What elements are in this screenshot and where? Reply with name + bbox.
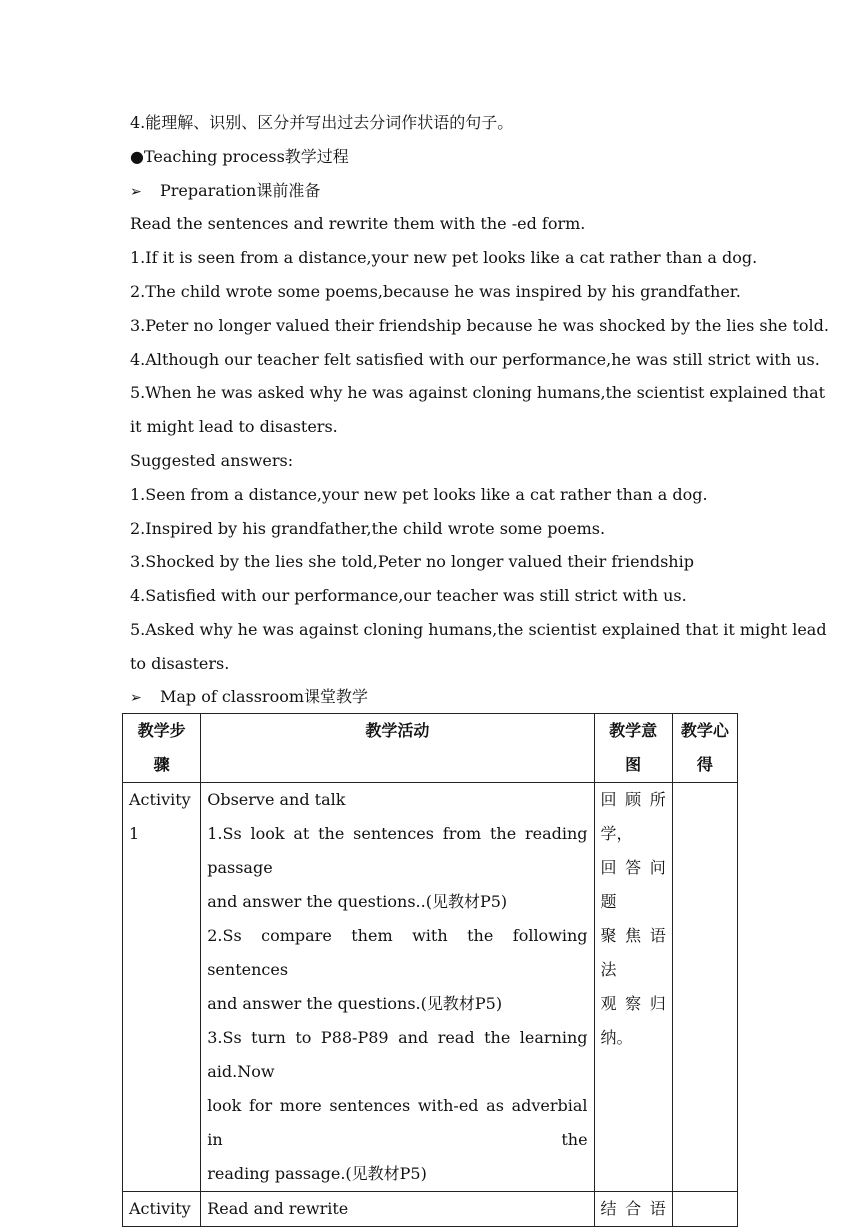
suggested-answers-label: Suggested answers: (130, 451, 294, 470)
table-header-row (123, 714, 738, 783)
classroom-map-table (122, 713, 738, 1227)
sentence-4: 4.Although our teacher felt satisfied with our performance,he was still strict with us. (130, 350, 820, 369)
sentence-5: 5.When he was asked why he was against cloning humans,the scientist explained that (130, 383, 826, 402)
row2-step: Activity (123, 1192, 201, 1227)
sentence-3: 3.Peter no longer valued their friendship because he was shocked by the lies she told. (130, 316, 829, 335)
answer-3: 3.Shocked by the lies she told,Peter no longer valued their friendship (130, 552, 694, 571)
header-reflection: 教学心 得 (672, 714, 737, 783)
header-activity: 教学活动 (201, 714, 594, 783)
sentence-1: 1.If it is seen from a distance,your new pet looks like a cat rather than a dog. (130, 248, 758, 267)
row1-step: Activity 1 (123, 783, 201, 1192)
answer-1: 1.Seen from a distance,your new pet looks like a cat rather than a dog. (130, 485, 708, 504)
row2-activity: Read and rewrite (201, 1192, 594, 1227)
answer-2: 2.Inspired by his grandfather,the child wrote some poems. (130, 519, 606, 538)
answer-5-continued: to disasters. (130, 654, 230, 673)
table-row (123, 1192, 738, 1227)
preparation-heading (130, 180, 320, 203)
header-purpose: 教学意 图 (594, 714, 672, 783)
classroom-heading-text: Map of classroom课堂教学 (160, 687, 369, 706)
answer-5: 5.Asked why he was against cloning humans,the scientist explained that it might lead (130, 620, 827, 639)
sentence-5-continued: it might lead to disasters. (130, 417, 338, 436)
arrow-bullet-icon: ➢ (130, 690, 142, 706)
preparation-instruction: Read the sentences and rewrite them with the -ed form. (130, 214, 586, 233)
row2-reflection (672, 1192, 737, 1227)
row1-purpose: 回顾所 学， 回答问 题 聚焦语 法 观察归 纳。 (594, 783, 672, 1192)
sentence-2: 2.The child wrote some poems,because he was inspired by his grandfather. (130, 282, 741, 301)
row1-reflection (672, 783, 737, 1192)
answer-4: 4.Satisfied with our performance,our teacher was still strict with us. (130, 586, 687, 605)
preparation-heading-text: Preparation课前准备 (160, 181, 321, 200)
objective-item-4: 4.能理解、识别、区分并写出过去分词作状语的句子。 (130, 113, 514, 132)
classroom-heading (130, 686, 368, 709)
teaching-process-heading: ●Teaching process教学过程 (130, 147, 349, 166)
row2-purpose: 结合语 (594, 1192, 672, 1227)
arrow-bullet-icon: ➢ (130, 184, 142, 200)
row1-activity: Observe and talk 1.Ss look at the sentences from the reading passage and answer the questions..(见教材P5) 2.Ss compare them with the following sentences and answer the questions.(见教材P5) 3.Ss turn to P88-P89 and read the learning aid.Now look for more sentences with-ed as adverbial in the reading passage.(见教材P5) (201, 783, 594, 1192)
table-row (123, 783, 738, 1192)
header-step: 教学步 骤 (123, 714, 201, 783)
